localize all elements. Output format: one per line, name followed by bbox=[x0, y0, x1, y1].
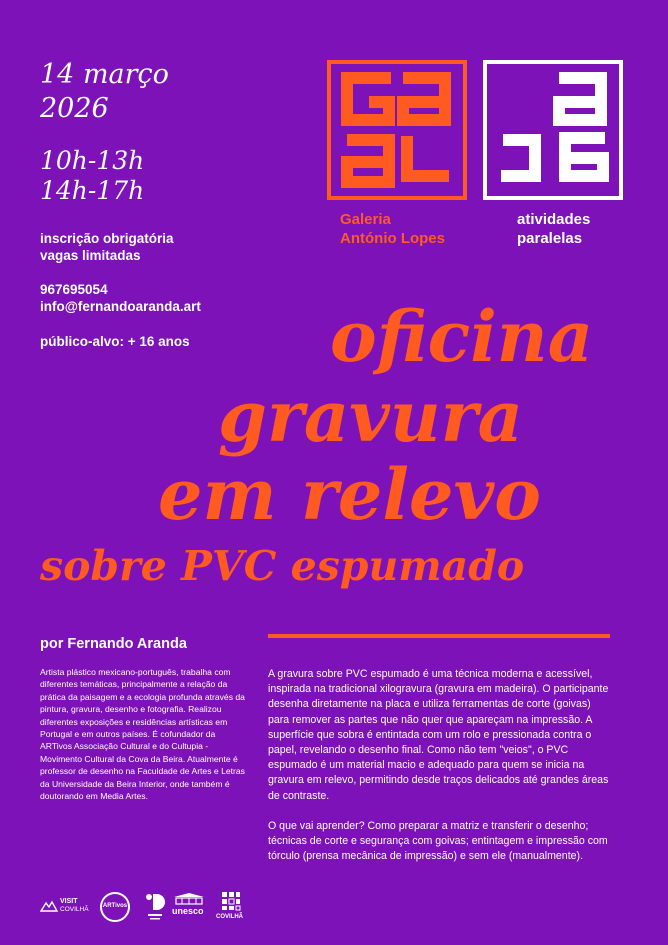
partner-logos bbox=[40, 890, 250, 930]
ga16-logo-icon bbox=[487, 64, 619, 196]
audience-info: público-alvo: + 16 anos bbox=[40, 334, 190, 349]
event-date-line1: 14 março bbox=[40, 59, 169, 90]
description-para1: A gravura sobre PVC espumado é uma técnica moderna e acessível, inspirada na tradicional xilogravura (gravura em madeira). O participante desenha diretamente na placa e utiliza ferramentas de corte (goivas) para remover as partes que não quer que apareçam na impressão. A superfície que sobra é entintada com um rolo e pressionada contra o papel, revelando o desenho final. Como não tem "veios", o PVC espumado é um material macio e adequado para quem se inicia na gravura em relevo, permitindo desde traços delicados até grandes áreas de contraste. bbox=[268, 668, 609, 802]
visit-label: VISIT bbox=[60, 898, 78, 905]
author-bio: Artista plástico mexicano-português, trabalha com diferentes temáticas, principalmente a relação da prática da paisagem e a ecologia profunda através da pintura, gravura, desenho e fotografia. Realizou diferentes exposições e residências artísticas em Portugal e em outros países. É cofundador da ARTivos Associação Cultural e do Cultupia - Movimento Cultural da Cova da Beira. Atualmente é professor de desenho na Faculdade de Artes e Letras da Universidade da Beira Interior, onde também é doutorando em Media Artes. bbox=[40, 667, 245, 802]
covilha-label: COVILHÃ bbox=[60, 906, 89, 913]
activities-line1: atividades bbox=[517, 211, 591, 228]
title-line3: em relevo bbox=[158, 453, 541, 536]
registration-info bbox=[40, 230, 174, 264]
venue-name-line1: Galeria bbox=[340, 211, 391, 228]
activities-label bbox=[517, 210, 590, 248]
grid-icon bbox=[220, 890, 242, 912]
registration-line2: vagas limitadas bbox=[40, 248, 141, 263]
author-name: por Fernando Aranda bbox=[40, 636, 187, 652]
event-hours-line2: 14h-17h bbox=[40, 176, 145, 205]
galeria-logo-icon bbox=[331, 64, 463, 196]
municipality-icon bbox=[144, 892, 166, 922]
covilha-creative-city-logo bbox=[216, 890, 246, 924]
contact-phone: 967695054 bbox=[40, 282, 108, 297]
venue-name bbox=[340, 210, 445, 248]
mountain-icon bbox=[40, 900, 58, 912]
divider-rule bbox=[268, 634, 610, 638]
galeria-logo bbox=[327, 60, 467, 200]
event-date bbox=[40, 58, 169, 126]
artivos-label: ARTivos bbox=[102, 903, 128, 909]
artivos-logo bbox=[100, 892, 130, 922]
contact-email: info@fernandoaranda.art bbox=[40, 299, 201, 314]
venue-name-line2: António Lopes bbox=[340, 230, 445, 247]
workshop-description bbox=[268, 667, 613, 879]
unesco-label: unesco bbox=[172, 906, 204, 916]
temple-icon bbox=[172, 892, 206, 906]
covilha-city-label: COVILHÃ bbox=[216, 914, 243, 920]
contact-info bbox=[40, 281, 201, 315]
event-hours bbox=[40, 146, 144, 206]
title-line1: oficina bbox=[330, 295, 594, 378]
event-hours-line1: 10h-13h bbox=[40, 146, 145, 175]
galeria-logo-alt bbox=[483, 60, 623, 200]
activities-line2: paralelas bbox=[517, 230, 583, 247]
description-para2: O que vai aprender? Como preparar a matriz e transferir o desenho; técnicas de corte e segurança com goivas; entintagem e impressão com tórculo (prensa mecânica de impressão) e sem ele (manualmente). bbox=[268, 819, 608, 863]
event-date-line2: 2026 bbox=[40, 93, 109, 124]
title-line4: sobre PVC espumado bbox=[40, 542, 525, 590]
unesco-logo bbox=[172, 892, 206, 922]
municipality-logo bbox=[144, 892, 166, 922]
title-line2: gravura bbox=[218, 375, 523, 458]
registration-line1: inscrição obrigatória bbox=[40, 231, 174, 246]
